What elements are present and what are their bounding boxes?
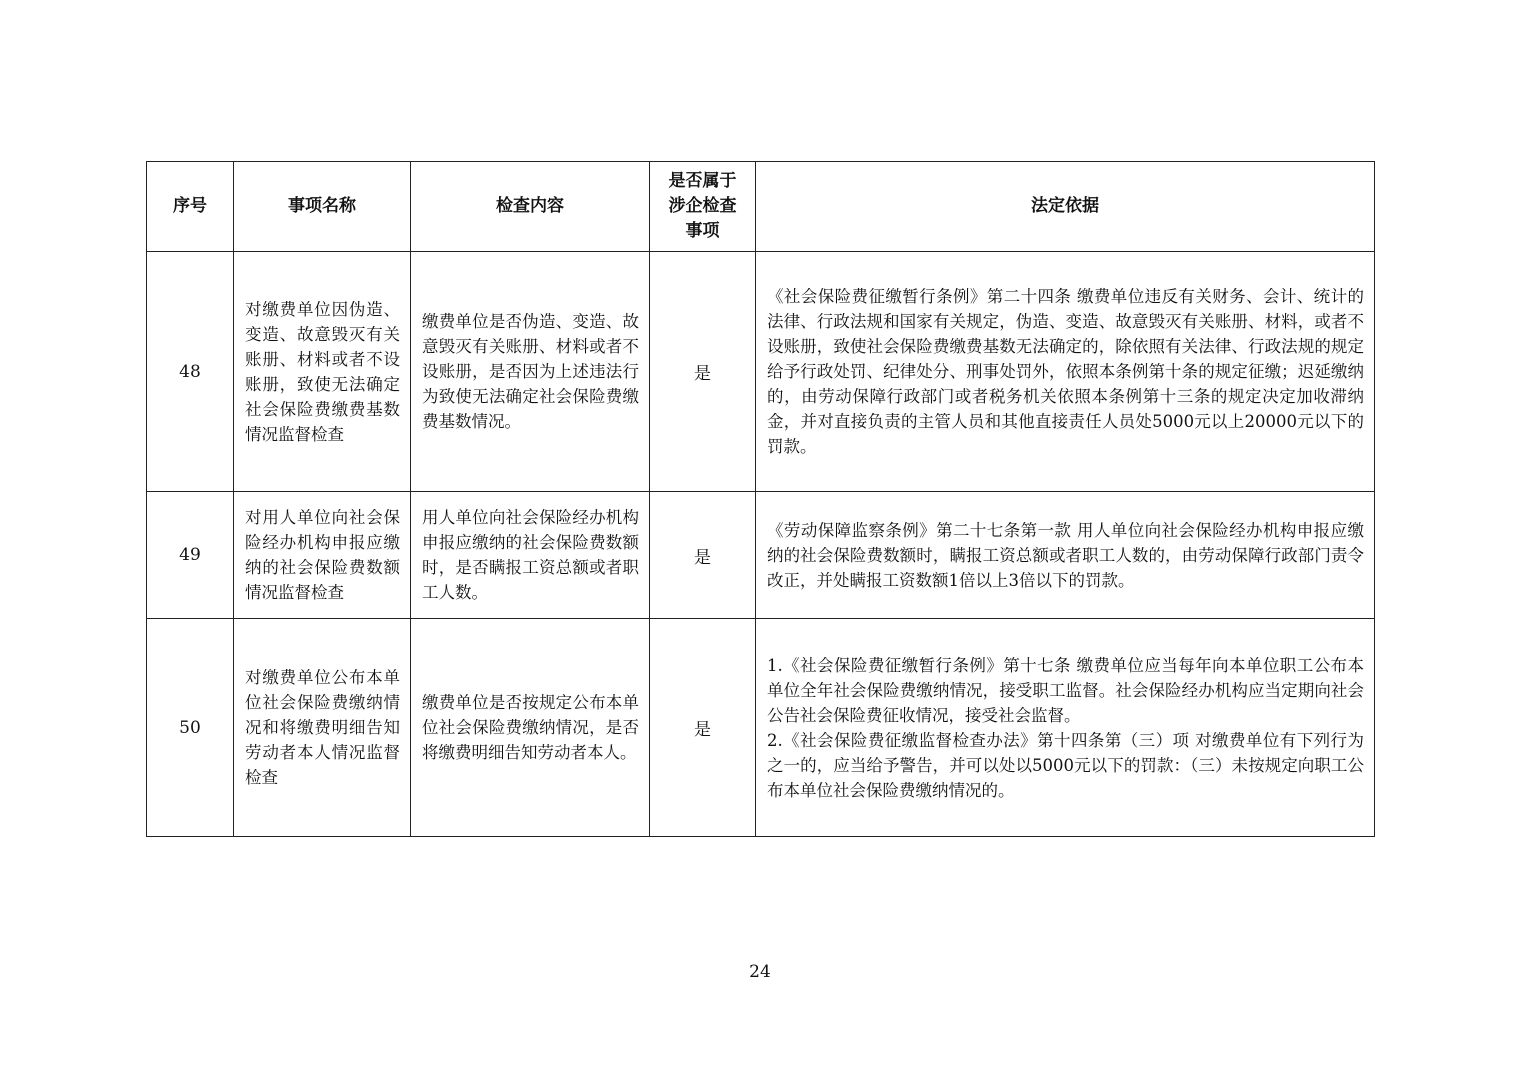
row-is-enterprise: 是 — [650, 492, 756, 619]
row-legal-basis — [756, 492, 1375, 619]
row-check-content: 缴费单位是否伪造、变造、故意毁灭有关账册、材料或者不设账册，是否因为上述违法行为致使无法确定社会保险费缴费基数情况。 — [411, 252, 650, 492]
row-item-name: 对缴费单位公布本单位社会保险费缴纳情况和将缴费明细告知劳动者本人情况监督检查 — [234, 619, 411, 837]
row-legal-basis — [756, 619, 1375, 837]
table-row — [147, 619, 1375, 837]
table-row — [147, 492, 1375, 619]
header-item-name: 事项名称 — [234, 162, 411, 252]
row-seq: 49 — [147, 492, 234, 619]
header-check-content: 检查内容 — [411, 162, 650, 252]
legal-basis-paragraph: 《社会保险费征缴暂行条例》第二十四条 缴费单位违反有关财务、会计、统计的法律、行政法规和国家有关规定，伪造、变造、故意毁灭有关账册、材料，或者不设账册，致使社会保险费缴费基数无法确定的，除依照有关法律、行政法规的规定给予行政处罚、纪律处分、刑事处罚外，依照本条例第十条的规定征缴；迟延缴纳的，由劳动保障行政部门或者税务机关依照本条例第十三条的规定决定加收滞纳金，并对直接负责的主管人员和其他直接责任人员处5000元以上20000元以下的罚款。 — [767, 287, 1364, 456]
legal-basis-paragraph: 1.《社会保险费征缴暂行条例》第十七条 缴费单位应当每年向本单位职工公布本单位全年社会保险费缴纳情况，接受职工监督。社会保险经办机构应当定期向社会公告社会保险费征收情况，接受社会监督。 — [767, 655, 1364, 725]
row-is-enterprise: 是 — [650, 619, 756, 837]
row-legal-basis — [756, 252, 1375, 492]
legal-basis-paragraph: 2.《社会保险费征缴监督检查办法》第十四条第（三）项 对缴费单位有下列行为之一的，应当给予警告，并可以处以5000元以下的罚款：（三）未按规定向职工公布本单位社会保险费缴纳情况的。 — [767, 730, 1364, 800]
row-check-content: 用人单位向社会保险经办机构申报应缴纳的社会保险费数额时，是否瞒报工资总额或者职工人数。 — [411, 492, 650, 619]
table-row — [147, 252, 1375, 492]
header-is-enterprise-text: 是否属于涉企检查事项 — [668, 171, 737, 241]
row-check-content: 缴费单位是否按规定公布本单位社会保险费缴纳情况，是否将缴费明细告知劳动者本人。 — [411, 619, 650, 837]
header-seq: 序号 — [147, 162, 234, 252]
table-header-row — [147, 162, 1375, 252]
header-is-enterprise — [650, 162, 756, 252]
row-seq: 50 — [147, 619, 234, 837]
row-item-name: 对缴费单位因伪造、变造、故意毁灭有关账册、材料或者不设账册，致使无法确定社会保险费缴费基数情况监督检查 — [234, 252, 411, 492]
row-is-enterprise: 是 — [650, 252, 756, 492]
legal-basis-paragraph: 《劳动保障监察条例》第二十七条第一款 用人单位向社会保险经办机构申报应缴纳的社会保险费数额时，瞒报工资总额或者职工人数的，由劳动保障行政部门责令改正，并处瞒报工资数额1倍以上3倍以下的罚款。 — [767, 520, 1364, 590]
row-seq: 48 — [147, 252, 234, 492]
row-item-name: 对用人单位向社会保险经办机构申报应缴纳的社会保险费数额情况监督检查 — [234, 492, 411, 619]
regulation-table — [146, 161, 1375, 837]
header-legal-basis: 法定依据 — [756, 162, 1375, 252]
page-number: 24 — [749, 962, 771, 982]
